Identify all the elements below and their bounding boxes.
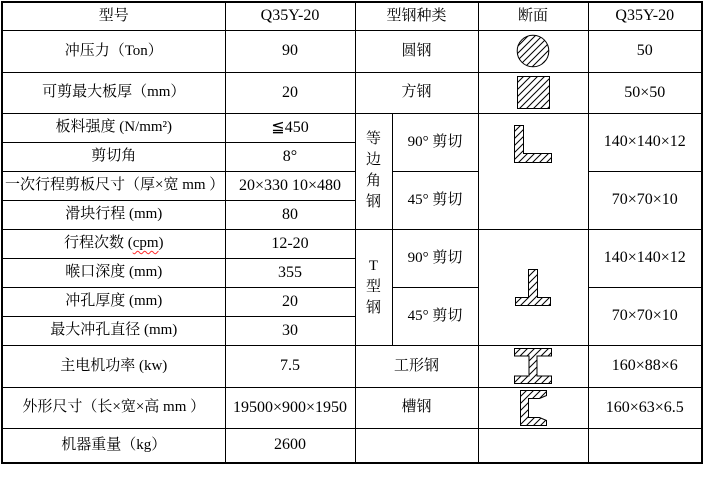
square-bar-section-icon [517,76,550,109]
channel-steel-section-icon [520,390,547,426]
spec-label-prefix: 行程次数 ( [63,235,133,252]
spec-label: 主电机功率 (kw) [2,345,225,387]
model-header-label: 型号 [2,2,225,30]
tee-steel-section-icon [515,269,551,306]
spec-label: 冲压力（Ton） [2,30,225,72]
angle-steel-label: 等边角钢 [355,113,392,229]
tee-cut90-label: 90° 剪切 [392,229,478,287]
empty-cell [478,428,588,463]
empty-cell [355,428,478,463]
section-type-header: 型钢种类 [355,2,478,30]
spellcheck-flagged-word: cpm [132,235,159,252]
square-steel-label: 方钢 [355,72,478,113]
spec-value: 90 [225,30,355,72]
spec-value: 12-20 [225,229,355,258]
section-value: 160×63×6.5 [588,387,702,428]
cross-section-cell [478,229,588,345]
angle-cut90-label: 90° 剪切 [392,113,478,171]
table-row [2,72,702,113]
section-value: 70×70×10 [588,171,702,229]
spec-table [1,1,703,464]
spec-label: 外形尺寸（长×宽×高 mm ） [2,387,225,428]
section-value: 140×140×12 [588,113,702,171]
section-value: 70×70×10 [588,287,702,345]
spec-label: 机器重量（kg） [2,428,225,463]
spec-label: 一次行程剪板尺寸（厚×宽 mm ） [2,171,225,200]
section-value: 50 [588,30,702,72]
cross-section-header: 断面 [478,2,588,30]
spec-value: 20×330 10×480 [225,171,355,200]
section-value: 140×140×12 [588,229,702,287]
section-value: 160×88×6 [588,345,702,387]
spec-value: 80 [225,200,355,229]
spec-value: 20 [225,72,355,113]
table-row [2,229,702,258]
table-row [2,30,702,72]
spec-value: 30 [225,316,355,345]
cross-section-cell [478,345,588,387]
table-row [2,428,702,463]
spec-value: 7.5 [225,345,355,387]
tee-steel-label: T型钢 [355,229,392,345]
cross-section-cell [478,113,588,229]
spec-label: 冲孔厚度 (mm) [2,287,225,316]
spec-value: 20 [225,287,355,316]
spec-value: 8° [225,142,355,171]
cross-section-cell [478,30,588,72]
right-model-header-value: Q35Y-20 [588,2,702,30]
round-steel-label: 圆钢 [355,30,478,72]
i-beam-section-icon [514,348,552,384]
spec-value: ≦450 [225,113,355,142]
channel-steel-label: 槽钢 [355,387,478,428]
spec-label: 最大冲孔直径 (mm) [2,316,225,345]
spec-label-suffix: ) [158,235,164,252]
table-row [2,387,702,428]
spec-value: 19500×900×1950 [225,387,355,428]
cross-section-cell [478,387,588,428]
tee-cut45-label: 45° 剪切 [392,287,478,345]
spec-label [2,229,225,258]
spec-label: 板料强度 (N/mm²) [2,113,225,142]
table-row [2,287,702,316]
spec-label: 可剪最大板厚（mm） [2,72,225,113]
round-bar-section-icon [516,34,550,68]
section-value: 50×50 [588,72,702,113]
table-row [2,171,702,200]
table-row [2,345,702,387]
model-header-value: Q35Y-20 [225,2,355,30]
i-beam-label: 工形钢 [355,345,478,387]
spec-value: 2600 [225,428,355,463]
table-row [2,113,702,142]
empty-cell [588,428,702,463]
spec-label: 滑块行程 (mm) [2,200,225,229]
cross-section-cell [478,72,588,113]
spec-value: 355 [225,258,355,287]
spec-label: 喉口深度 (mm) [2,258,225,287]
table-row [2,2,702,30]
angle-steel-section-icon [514,125,552,163]
spec-label: 剪切角 [2,142,225,171]
angle-cut45-label: 45° 剪切 [392,171,478,229]
